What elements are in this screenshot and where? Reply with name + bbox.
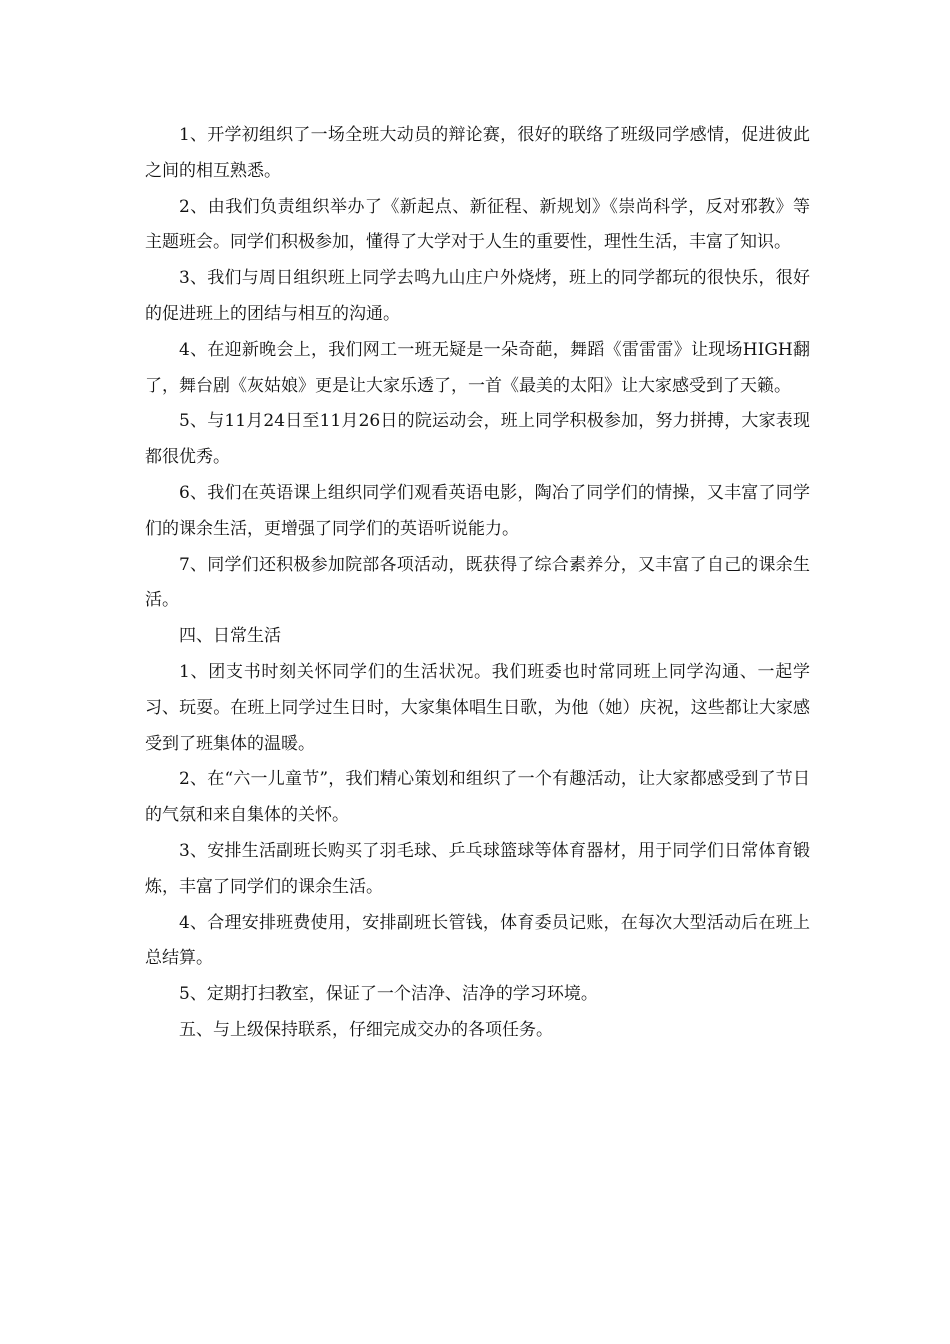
paragraph-daily-3: 3、安排生活副班长购买了羽毛球、乒乓球篮球等体育器材，用于同学们日常体育锻炼，丰富了同学们的课余生活。 <box>145 840 810 897</box>
paragraph-activity-3: 3、我们与周日组织班上同学去鸣九山庄户外烧烤，班上的同学都玩的很快乐，很好的促进班上的团结与相互的沟通。 <box>145 268 810 324</box>
paragraph-daily-2: 2、在“六一儿童节”，我们精心策划和组织了一个有趣活动，让大家都感受到了节日的气氛和来自集体的关怀。 <box>145 769 810 826</box>
section-heading-daily-life: 四、日常生活 <box>179 626 281 647</box>
paragraph-activity-4: 4、在迎新晚会上，我们网工一班无疑是一朵奇葩，舞蹈《雷雷雷》让现场HIGH翻了，舞台剧《灰姑娘》更是让大家乐透了，一首《最美的太阳》让大家感受到了天籁。 <box>145 339 810 396</box>
paragraph-activity-1: 1、开学初组织了一场全班大动员的辩论赛，很好的联络了班级同学感情，促进彼此之间的相互熟悉。 <box>145 125 810 181</box>
paragraph-daily-1: 1、团支书时刻关怀同学们的生活状况。我们班委也时常同班上同学沟通、一起学习、玩耍。在班上同学过生日时，大家集体唱生日歌，为他（她）庆祝，这些都让大家感受到了班集体的温暖。 <box>145 661 810 754</box>
document-body <box>145 118 810 1049</box>
paragraph-activity-5: 5、与11月24日至11月26日的院运动会，班上同学积极参加，努力拼搏，大家表现都很优秀。 <box>145 411 810 468</box>
paragraph-daily-5: 5、定期打扫教室，保证了一个洁净、洁净的学习环境。 <box>179 984 598 1005</box>
paragraph-daily-4: 4、合理安排班费使用，安排副班长管钱，体育委员记账，在每次大型活动后在班上总结算。 <box>145 912 810 969</box>
paragraph-activity-7: 7、同学们还积极参加院部各项活动，既获得了综合素养分，又丰富了自己的课余生活。 <box>145 554 810 611</box>
paragraph-activity-2: 2、由我们负责组织举办了《新起点、新征程、新规划》《崇尚科学，反对邪教》等主题班会。同学们积极参加，懂得了大学对于人生的重要性，理性生活，丰富了知识。 <box>145 196 810 253</box>
section-heading-liaison: 五、与上级保持联系，仔细完成交办的各项任务。 <box>179 1019 553 1040</box>
paragraph-activity-6: 6、我们在英语课上组织同学们观看英语电影，陶冶了同学们的情操，又丰富了同学们的课余生活，更增强了同学们的英语听说能力。 <box>145 482 810 539</box>
